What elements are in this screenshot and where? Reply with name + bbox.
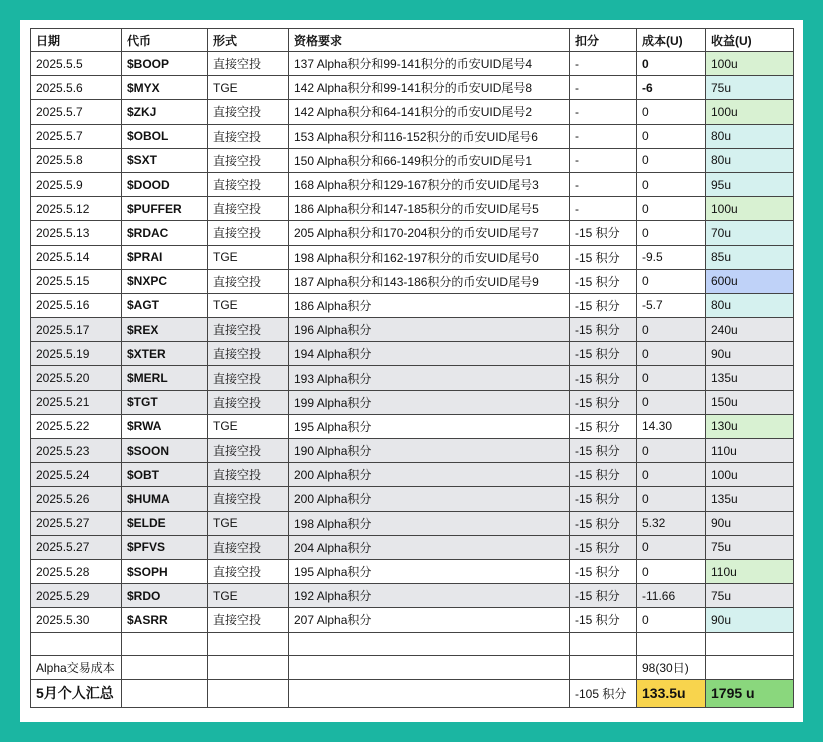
cell-cost: 0 [637, 463, 706, 487]
cell-type: 直接空投 [208, 390, 289, 414]
cell-type: TGE [208, 414, 289, 438]
summary-profit: 1795 u [706, 679, 794, 707]
cell-date: 2025.5.26 [31, 487, 122, 511]
cell-cost: 0 [637, 148, 706, 172]
cell-profit: 75u [706, 76, 794, 100]
empty-cell [208, 632, 289, 655]
cell-token: $MYX [122, 76, 208, 100]
empty-cell [706, 655, 794, 679]
cell-profit: 90u [706, 342, 794, 366]
cell-requirement: 186 Alpha积分 [289, 293, 570, 317]
table-row [31, 221, 794, 245]
cell-date: 2025.5.7 [31, 100, 122, 124]
cell-requirement: 207 Alpha积分 [289, 608, 570, 632]
cell-date: 2025.5.29 [31, 584, 122, 608]
table-row [31, 148, 794, 172]
cell-date: 2025.5.23 [31, 439, 122, 463]
cell-profit: 135u [706, 487, 794, 511]
cell-date: 2025.5.7 [31, 124, 122, 148]
cell-token: $RDO [122, 584, 208, 608]
cell-deduct: -15 积分 [570, 221, 637, 245]
cell-type: 直接空投 [208, 197, 289, 221]
cell-date: 2025.5.5 [31, 52, 122, 76]
cell-token: $XTER [122, 342, 208, 366]
cell-date: 2025.5.12 [31, 197, 122, 221]
cell-requirement: 198 Alpha积分和162-197积分的币安UID尾号0 [289, 245, 570, 269]
table-row [31, 172, 794, 196]
cell-profit: 600u [706, 269, 794, 293]
empty-cell [289, 655, 570, 679]
cell-profit: 100u [706, 463, 794, 487]
table-row [31, 269, 794, 293]
cell-requirement: 205 Alpha积分和170-204积分的币安UID尾号7 [289, 221, 570, 245]
cell-requirement: 195 Alpha积分 [289, 414, 570, 438]
empty-cell [637, 632, 706, 655]
empty-cell [570, 632, 637, 655]
cell-type: 直接空投 [208, 487, 289, 511]
cell-requirement: 198 Alpha积分 [289, 511, 570, 535]
cell-profit: 80u [706, 148, 794, 172]
cell-token: $PRAI [122, 245, 208, 269]
cell-date: 2025.5.24 [31, 463, 122, 487]
cell-type: 直接空投 [208, 463, 289, 487]
cell-token: $DOOD [122, 172, 208, 196]
table-row [31, 511, 794, 535]
cell-type: 直接空投 [208, 342, 289, 366]
header-date: 日期 [31, 29, 122, 52]
cell-requirement: 196 Alpha积分 [289, 318, 570, 342]
cell-requirement: 193 Alpha积分 [289, 366, 570, 390]
table-row [31, 487, 794, 511]
header-row [31, 29, 794, 52]
cell-cost: 0 [637, 124, 706, 148]
cell-token: $TGT [122, 390, 208, 414]
cell-date: 2025.5.14 [31, 245, 122, 269]
cell-requirement: 142 Alpha积分和99-141积分的币安UID尾号8 [289, 76, 570, 100]
cell-deduct: -15 积分 [570, 414, 637, 438]
cell-type: TGE [208, 245, 289, 269]
cell-type: 直接空投 [208, 148, 289, 172]
cell-cost: 0 [637, 608, 706, 632]
cell-type: TGE [208, 76, 289, 100]
cell-date: 2025.5.17 [31, 318, 122, 342]
cell-deduct: -15 积分 [570, 535, 637, 559]
table-row [31, 439, 794, 463]
cell-deduct: -15 积分 [570, 342, 637, 366]
cell-profit: 150u [706, 390, 794, 414]
cell-token: $ZKJ [122, 100, 208, 124]
cell-token: $OBOL [122, 124, 208, 148]
cell-profit: 80u [706, 293, 794, 317]
cell-date: 2025.5.8 [31, 148, 122, 172]
cell-profit: 95u [706, 172, 794, 196]
cell-type: TGE [208, 293, 289, 317]
cell-requirement: 199 Alpha积分 [289, 390, 570, 414]
cell-profit: 240u [706, 318, 794, 342]
header-profit: 收益(U) [706, 29, 794, 52]
summary-row [31, 679, 794, 707]
table-row [31, 197, 794, 221]
cell-type: 直接空投 [208, 439, 289, 463]
table-row [31, 100, 794, 124]
table-row [31, 124, 794, 148]
cell-cost: 0 [637, 318, 706, 342]
cell-deduct: -15 积分 [570, 366, 637, 390]
cell-cost: 0 [637, 100, 706, 124]
summary-deduct: -105 积分 [570, 679, 637, 707]
table-body [31, 52, 794, 633]
table-row [31, 342, 794, 366]
cell-cost: 0 [637, 535, 706, 559]
alpha-cost-label: Alpha交易成本 [31, 655, 122, 679]
cell-profit: 80u [706, 124, 794, 148]
cell-deduct: - [570, 148, 637, 172]
cell-cost: 0 [637, 487, 706, 511]
cell-date: 2025.5.19 [31, 342, 122, 366]
cell-cost: -5.7 [637, 293, 706, 317]
cell-cost: 0 [637, 342, 706, 366]
cell-profit: 100u [706, 52, 794, 76]
empty-cell [122, 655, 208, 679]
cell-deduct: -15 积分 [570, 293, 637, 317]
table-row [31, 318, 794, 342]
cell-deduct: -15 积分 [570, 487, 637, 511]
cell-profit: 90u [706, 511, 794, 535]
cell-type: 直接空投 [208, 52, 289, 76]
cell-date: 2025.5.20 [31, 366, 122, 390]
cell-token: $AGT [122, 293, 208, 317]
cell-deduct: -15 积分 [570, 463, 637, 487]
cell-token: $MERL [122, 366, 208, 390]
cell-cost: 0 [637, 197, 706, 221]
empty-cell [208, 679, 289, 707]
cell-cost: -11.66 [637, 584, 706, 608]
cell-deduct: -15 积分 [570, 439, 637, 463]
cell-cost: 5.32 [637, 511, 706, 535]
cell-requirement: 186 Alpha积分和147-185积分的币安UID尾号5 [289, 197, 570, 221]
table-row [31, 584, 794, 608]
cell-token: $SOON [122, 439, 208, 463]
empty-cell [289, 632, 570, 655]
cell-requirement: 190 Alpha积分 [289, 439, 570, 463]
summary-cost: 133.5u [637, 679, 706, 707]
header-cost: 成本(U) [637, 29, 706, 52]
cell-profit: 75u [706, 584, 794, 608]
empty-cell [122, 679, 208, 707]
cell-type: 直接空投 [208, 124, 289, 148]
cell-type: 直接空投 [208, 318, 289, 342]
cell-token: $REX [122, 318, 208, 342]
table-row [31, 414, 794, 438]
cell-token: $BOOP [122, 52, 208, 76]
cell-profit: 110u [706, 439, 794, 463]
table-row [31, 608, 794, 632]
empty-row [31, 632, 794, 655]
spreadsheet-sheet [20, 20, 803, 722]
cell-profit: 130u [706, 414, 794, 438]
cell-profit: 75u [706, 535, 794, 559]
table-row [31, 245, 794, 269]
table-row [31, 76, 794, 100]
cell-token: $OBT [122, 463, 208, 487]
cell-deduct: -15 积分 [570, 608, 637, 632]
airdrop-table [30, 28, 794, 708]
cell-profit: 110u [706, 559, 794, 583]
cell-cost: 0 [637, 52, 706, 76]
empty-cell [122, 632, 208, 655]
table-row [31, 463, 794, 487]
cell-profit: 135u [706, 366, 794, 390]
cell-deduct: -15 积分 [570, 390, 637, 414]
cell-profit: 70u [706, 221, 794, 245]
cell-cost: 14.30 [637, 414, 706, 438]
cell-deduct: -15 积分 [570, 511, 637, 535]
cell-cost: 0 [637, 269, 706, 293]
header-requirement: 资格要求 [289, 29, 570, 52]
cell-type: 直接空投 [208, 366, 289, 390]
table-row [31, 535, 794, 559]
cell-requirement: 195 Alpha积分 [289, 559, 570, 583]
cell-cost: 0 [637, 366, 706, 390]
cell-type: 直接空投 [208, 100, 289, 124]
cell-date: 2025.5.28 [31, 559, 122, 583]
cell-token: $ASRR [122, 608, 208, 632]
summary-label: 5月个人汇总 [31, 679, 122, 707]
cell-requirement: 194 Alpha积分 [289, 342, 570, 366]
cell-type: 直接空投 [208, 172, 289, 196]
cell-deduct: -15 积分 [570, 245, 637, 269]
table-row [31, 559, 794, 583]
empty-cell [289, 679, 570, 707]
cell-deduct: -15 积分 [570, 318, 637, 342]
cell-deduct: - [570, 124, 637, 148]
header-deduct: 扣分 [570, 29, 637, 52]
cell-requirement: 200 Alpha积分 [289, 463, 570, 487]
cell-deduct: - [570, 76, 637, 100]
header-type: 形式 [208, 29, 289, 52]
table-row [31, 390, 794, 414]
cell-token: $RDAC [122, 221, 208, 245]
table-row [31, 366, 794, 390]
cell-token: $ELDE [122, 511, 208, 535]
cell-deduct: -15 积分 [570, 584, 637, 608]
cell-date: 2025.5.27 [31, 511, 122, 535]
cell-token: $NXPC [122, 269, 208, 293]
cell-cost: 0 [637, 439, 706, 463]
empty-cell [31, 632, 122, 655]
cell-requirement: 200 Alpha积分 [289, 487, 570, 511]
cell-type: 直接空投 [208, 608, 289, 632]
alpha-cost-row [31, 655, 794, 679]
cell-date: 2025.5.30 [31, 608, 122, 632]
cell-token: $PUFFER [122, 197, 208, 221]
empty-cell [706, 632, 794, 655]
cell-date: 2025.5.16 [31, 293, 122, 317]
cell-requirement: 153 Alpha积分和116-152积分的币安UID尾号6 [289, 124, 570, 148]
cell-requirement: 137 Alpha积分和99-141积分的币安UID尾号4 [289, 52, 570, 76]
cell-type: 直接空投 [208, 269, 289, 293]
header-token: 代币 [122, 29, 208, 52]
cell-profit: 100u [706, 197, 794, 221]
cell-date: 2025.5.9 [31, 172, 122, 196]
cell-date: 2025.5.13 [31, 221, 122, 245]
cell-token: $PFVS [122, 535, 208, 559]
cell-type: TGE [208, 511, 289, 535]
cell-token: $SXT [122, 148, 208, 172]
cell-cost: -6 [637, 76, 706, 100]
cell-profit: 100u [706, 100, 794, 124]
cell-deduct: - [570, 100, 637, 124]
cell-deduct: -15 积分 [570, 559, 637, 583]
cell-type: 直接空投 [208, 535, 289, 559]
cell-cost: 0 [637, 390, 706, 414]
cell-token: $SOPH [122, 559, 208, 583]
cell-type: 直接空投 [208, 221, 289, 245]
cell-cost: 0 [637, 559, 706, 583]
empty-cell [570, 655, 637, 679]
cell-cost: -9.5 [637, 245, 706, 269]
cell-cost: 0 [637, 221, 706, 245]
cell-deduct: - [570, 172, 637, 196]
cell-requirement: 187 Alpha积分和143-186积分的币安UID尾号9 [289, 269, 570, 293]
cell-date: 2025.5.6 [31, 76, 122, 100]
cell-date: 2025.5.27 [31, 535, 122, 559]
alpha-cost-value: 98(30日) [637, 655, 706, 679]
cell-token: $RWA [122, 414, 208, 438]
cell-requirement: 142 Alpha积分和64-141积分的币安UID尾号2 [289, 100, 570, 124]
cell-type: TGE [208, 584, 289, 608]
cell-deduct: - [570, 52, 637, 76]
cell-requirement: 192 Alpha积分 [289, 584, 570, 608]
empty-cell [208, 655, 289, 679]
cell-type: 直接空投 [208, 559, 289, 583]
cell-date: 2025.5.22 [31, 414, 122, 438]
table-row [31, 293, 794, 317]
cell-deduct: -15 积分 [570, 269, 637, 293]
table-row [31, 52, 794, 76]
cell-requirement: 150 Alpha积分和66-149积分的币安UID尾号1 [289, 148, 570, 172]
cell-profit: 90u [706, 608, 794, 632]
cell-deduct: - [570, 197, 637, 221]
cell-token: $HUMA [122, 487, 208, 511]
cell-date: 2025.5.21 [31, 390, 122, 414]
cell-requirement: 168 Alpha积分和129-167积分的币安UID尾号3 [289, 172, 570, 196]
cell-profit: 85u [706, 245, 794, 269]
cell-date: 2025.5.15 [31, 269, 122, 293]
cell-cost: 0 [637, 172, 706, 196]
cell-requirement: 204 Alpha积分 [289, 535, 570, 559]
